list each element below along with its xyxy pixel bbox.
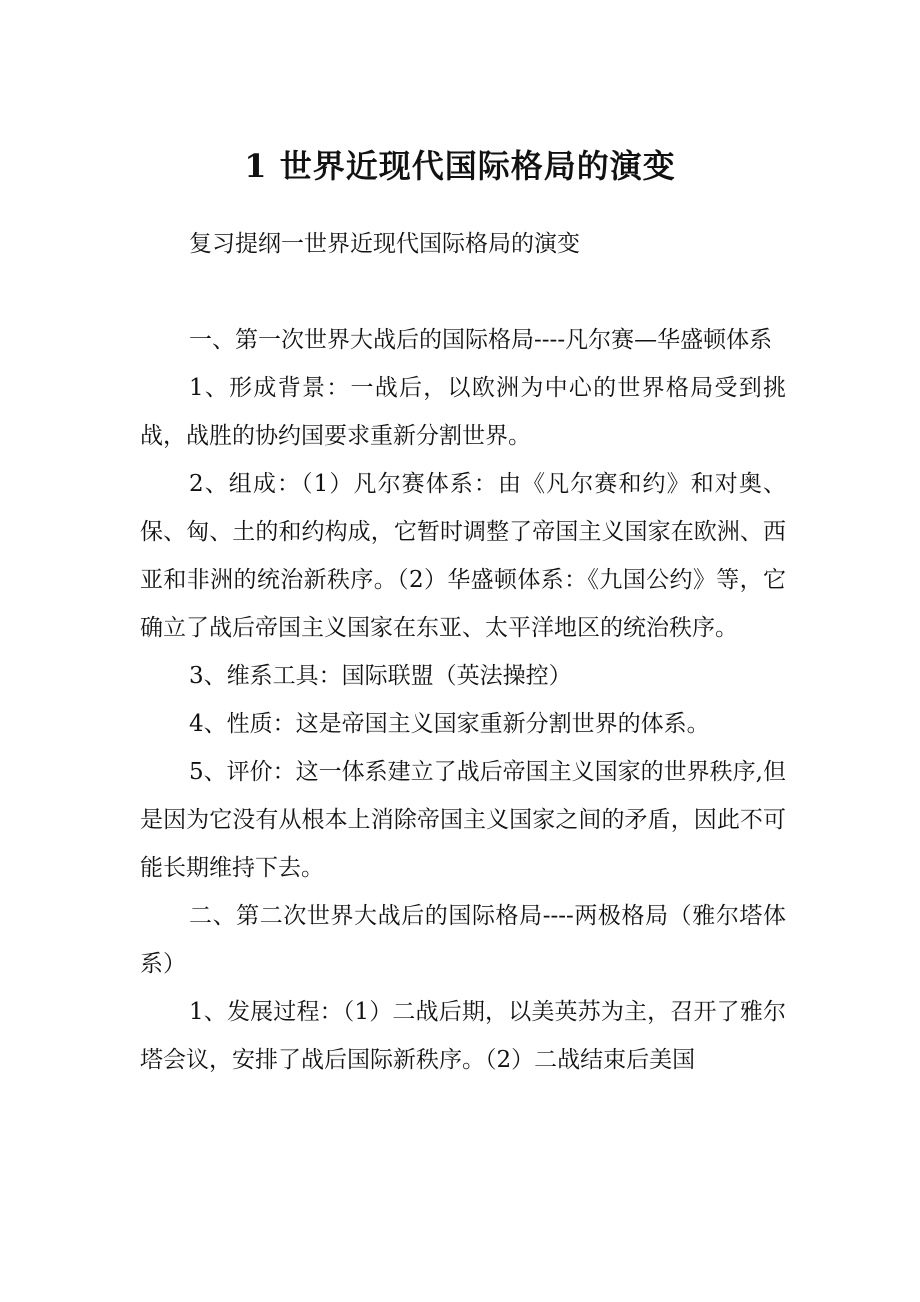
paragraph-tool: 3、维系工具：国际联盟（英法操控）	[189, 663, 572, 689]
document-title: 1 世界近现代国际格局的演变	[244, 147, 676, 185]
document-subtitle: 复习提纲一世界近现代国际格局的演变	[189, 231, 580, 257]
paragraph-background: 1、形成背景：一战后，以欧洲为中心的世界格局受到挑战，战胜的协约国要求重新分割世界。	[140, 375, 786, 449]
section-heading-2: 二、第二次世界大战后的国际格局----两极格局（雅尔塔体系）	[140, 903, 786, 977]
section-heading-1: 一、第一次世界大战后的国际格局----凡尔赛—华盛顿体系	[189, 327, 773, 353]
paragraph-composition: 2、组成：（1）凡尔赛体系：由《凡尔赛和约》和对奥、保、匈、土的和约构成，它暂时调整了帝国主义国家在欧洲、西亚和非洲的统治新秩序。（2）华盛顿体系：《九国公约》等，它确立了战后帝国主义国家在东亚、太平洋地区的统治秩序。	[140, 471, 786, 641]
document-body	[140, 220, 786, 1084]
paragraph-evaluation: 5、评价：这一体系建立了战后帝国主义国家的世界秩序,但是因为它没有从根本上消除帝国主义国家之间的矛盾，因此不可能长期维持下去。	[140, 759, 786, 881]
paragraph-nature: 4、性质：这是帝国主义国家重新分割世界的体系。	[189, 711, 710, 737]
paragraph-development: 1、发展过程：（1）二战后期，以美英苏为主，召开了雅尔塔会议，安排了战后国际新秩序。（2）二战结束后美国	[140, 999, 786, 1073]
